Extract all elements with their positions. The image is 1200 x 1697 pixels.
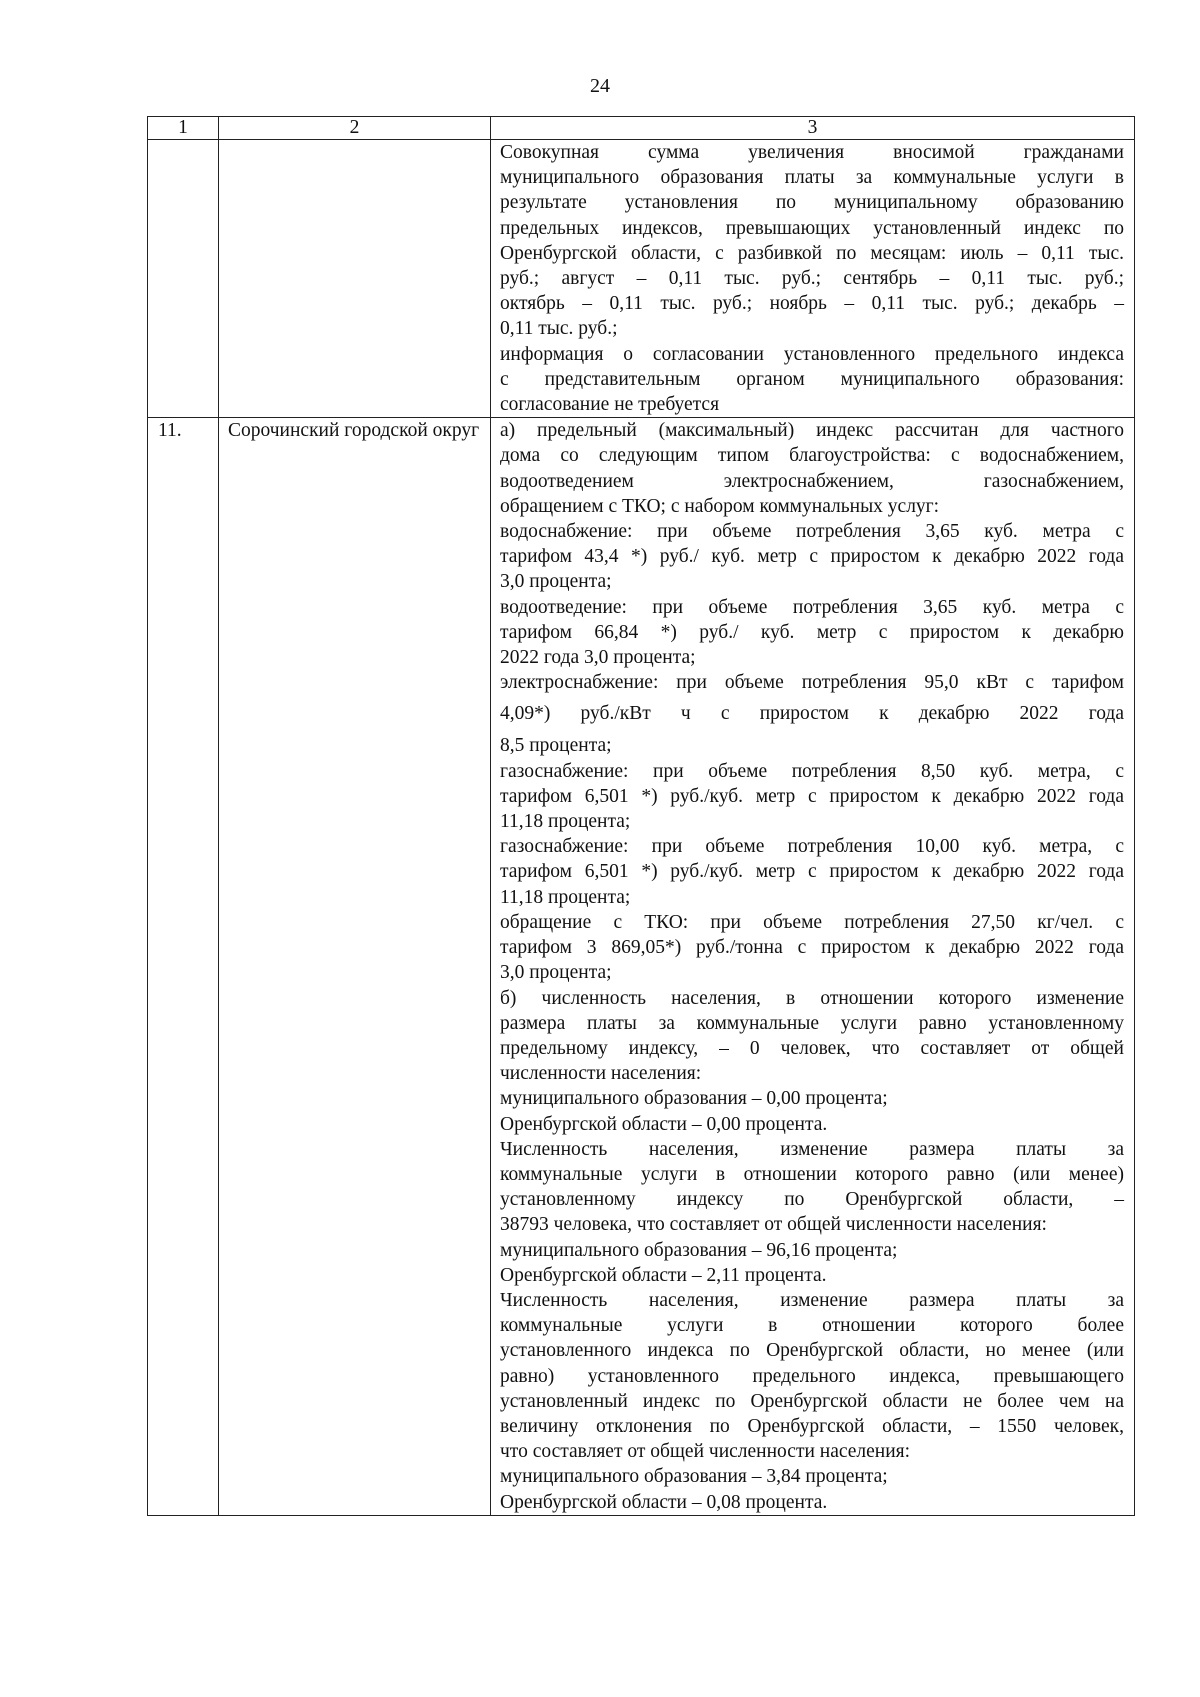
header-col-1: 1	[148, 117, 219, 140]
text-line: что составляет от общей численности населения:	[500, 1441, 911, 1463]
text-line: величину отклонения по Оренбургской области, – 1550 человек,	[500, 1415, 1124, 1437]
cell-number-empty	[148, 140, 219, 418]
text-line: а) предельный (максимальный) индекс рассчитан для частного	[500, 420, 1124, 442]
text-line: руб.; август – 0,11 тыс. руб.; сентябрь – 0,11 тыс. руб.;	[500, 268, 1124, 290]
text-line: 11,18 процента;	[500, 811, 631, 833]
cell-description-continuation	[491, 140, 1135, 418]
text-line: Оренбургской области, с разбивкой по месяцам: июль – 0,11 тыс.	[500, 242, 1124, 264]
text-line: муниципального образования – 3,84 процента;	[500, 1466, 888, 1488]
text-line: 2022 года 3,0 процента;	[500, 647, 696, 669]
text-line: 8,5 процента;	[500, 735, 612, 757]
text-line: тарифом 43,4 *) руб./ куб. метр с приростом к декабрю 2022 года	[500, 546, 1124, 568]
table-header-row	[148, 117, 1135, 140]
text-line: 38793 человека, что составляет от общей численности населения:	[500, 1214, 1047, 1236]
text-line: информация о согласовании установленного предельного индекса	[500, 343, 1124, 365]
text-line: тарифом 66,84 *) руб./ куб. метр с приростом к декабрю	[500, 621, 1124, 643]
table-row-continuation	[148, 140, 1135, 418]
cell-description	[491, 418, 1135, 1516]
header-col-3: 3	[491, 117, 1135, 140]
text-line: равно) установленного предельного индекса, превышающего	[500, 1365, 1124, 1387]
text-line: установленного индекса по Оренбургской области, но менее (или	[500, 1340, 1124, 1362]
text-line: муниципального образования платы за коммунальные услуги в	[500, 167, 1124, 189]
table-row	[148, 418, 1135, 1516]
text-line: газоснабжение: при объеме потребления 10,00 куб. метра, с	[500, 836, 1124, 858]
text-line: обращение с ТКО: при объеме потребления 27,50 кг/чел. с	[500, 911, 1124, 933]
text-line: Оренбургской области – 0,08 процента.	[500, 1491, 828, 1513]
text-line: Совокупная сумма увеличения вносимой гражданами	[500, 142, 1124, 163]
page-number: 24	[590, 75, 610, 97]
text-line: предельных индексов, превышающих установленный индекс по	[500, 217, 1124, 239]
text-line: Оренбургской области – 0,00 процента.	[500, 1113, 828, 1135]
text-line: с представительным органом муниципального образования:	[500, 368, 1124, 390]
text-line: Оренбургской области – 2,11 процента.	[500, 1264, 827, 1286]
text-line: 11,18 процента;	[500, 886, 631, 908]
text-line: электроснабжение: при объеме потребления 95,0 кВт с тарифом	[500, 672, 1124, 694]
text-line: муниципального образования – 96,16 процента;	[500, 1239, 898, 1261]
text-line: согласование не требуется	[500, 394, 720, 416]
text-line: тарифом 6,501 *) руб./куб. метр с приростом к декабрю 2022 года	[500, 861, 1124, 883]
text-line: 0,11 тыс. руб.;	[500, 318, 618, 340]
text-line: обращением с ТКО; с набором коммунальных услуг:	[500, 495, 940, 517]
cell-name-empty	[219, 140, 491, 418]
text-line: 4,09*) руб./кВт ч с приростом к декабрю 2022 года	[500, 703, 1124, 725]
text-line: установленному индексу по Оренбургской области, –	[500, 1189, 1124, 1211]
text-line: коммунальные услуги в отношении которого более	[500, 1315, 1124, 1337]
text-line: дома со следующим типом благоустройства: с водоснабжением,	[500, 445, 1124, 467]
text-line: б) численность населения, в отношении которого изменение	[500, 987, 1124, 1009]
row-number: 11.	[148, 418, 219, 1516]
text-line: газоснабжение: при объеме потребления 8,50 куб. метра, с	[500, 760, 1124, 782]
text-line: размера платы за коммунальные услуги равно установленному	[500, 1012, 1124, 1034]
text-line: установленный индекс по Оренбургской области не более чем на	[500, 1390, 1124, 1412]
text-line: численности населения:	[500, 1063, 702, 1085]
text-line: тарифом 6,501 *) руб./куб. метр с приростом к декабрю 2022 года	[500, 785, 1124, 807]
text-line: водоснабжение: при объеме потребления 3,65 куб. метра с	[500, 521, 1124, 543]
text-line: водоотведение: при объеме потребления 3,65 куб. метра с	[500, 596, 1124, 618]
municipality-name: Сорочинский городской округ	[219, 418, 491, 1516]
text-line: Численность населения, изменение размера платы за	[500, 1138, 1124, 1160]
text-line: октябрь – 0,11 тыс. руб.; ноябрь – 0,11 тыс. руб.; декабрь –	[500, 293, 1124, 315]
text-line: муниципального образования – 0,00 процента;	[500, 1088, 888, 1110]
text-line: 3,0 процента;	[500, 571, 612, 593]
header-col-2: 2	[219, 117, 491, 140]
text-line: тарифом 3 869,05*) руб./тонна с приростом к декабрю 2022 года	[500, 937, 1124, 959]
text-line: 3,0 процента;	[500, 962, 612, 984]
text-line: коммунальные услуги в отношении которого равно (или менее)	[500, 1163, 1124, 1185]
text-line: Численность населения, изменение размера платы за	[500, 1289, 1124, 1311]
index-table	[147, 116, 1135, 1516]
text-line: водоотведением электроснабжением, газоснабжением,	[500, 470, 1124, 492]
text-line: результате установления по муниципальному образованию	[500, 192, 1124, 214]
text-line: предельному индексу, – 0 человек, что составляет от общей	[500, 1037, 1124, 1059]
